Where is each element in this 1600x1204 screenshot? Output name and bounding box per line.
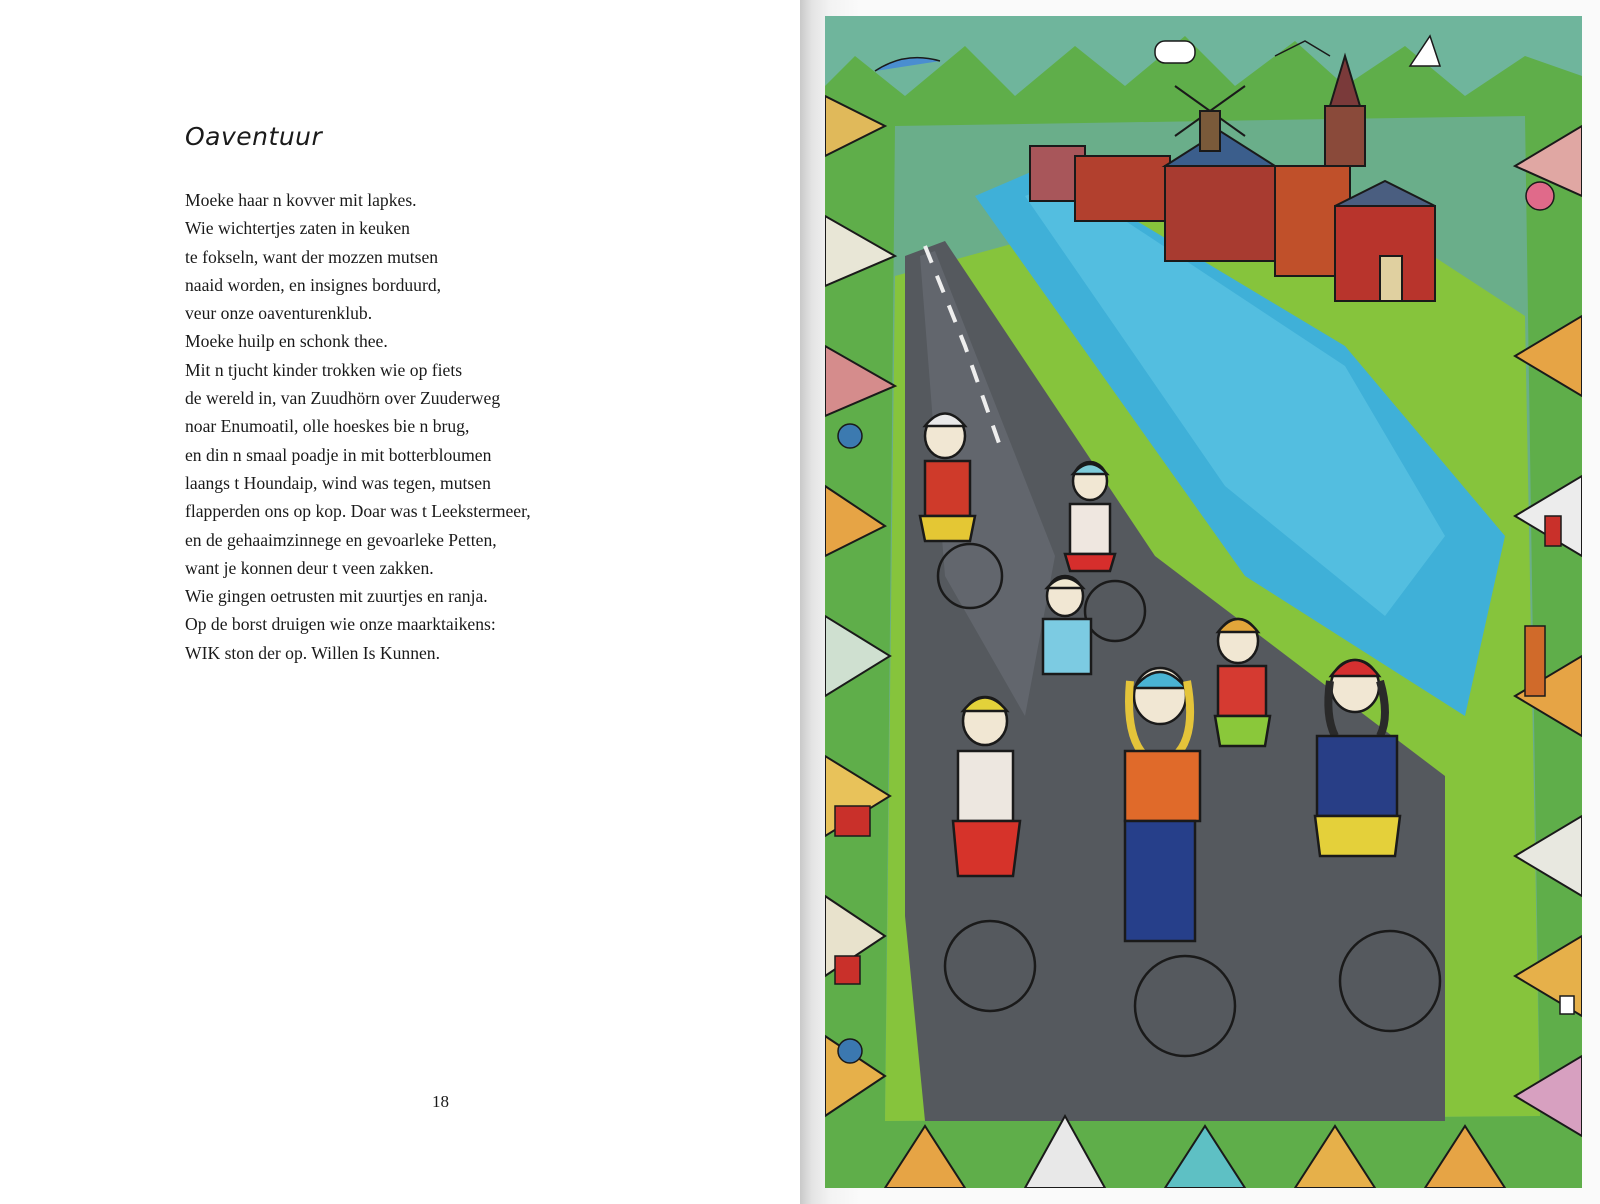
poem-line: WIK ston der op. Willen Is Kunnen.: [185, 642, 441, 663]
page-number: 18: [432, 1092, 449, 1111]
poem-line: veur onze oaventurenklub.: [185, 303, 373, 324]
poem-line: de wereld in, van Zuudhörn over Zuuderweg: [185, 388, 501, 409]
poem-line: Wie gingen oetrusten mit zuurtjes en ranja.: [185, 586, 488, 607]
poem-line: Wie wichtertjes zaten in keuken: [185, 218, 410, 239]
poem-line: Moeke haar n kovver mit lapkes.: [185, 190, 417, 210]
poem-line: Moeke huilp en schonk thee.: [185, 331, 388, 352]
poem-line: laangs t Houndaip, wind was tegen, mutsen: [185, 472, 491, 493]
painting-illustration: [825, 16, 1582, 1188]
poem-body: [185, 186, 531, 667]
poem-line: en de gehaaimzinnege en gevoarleke Petten,: [185, 529, 497, 550]
poem-line: flapperden ons op kop. Doar was t Leekstermeer,: [185, 501, 531, 522]
poem-line: naaid worden, en insignes borduurd,: [185, 274, 442, 295]
poem-line: Mit n tjucht kinder trokken wie op fiets: [185, 359, 463, 380]
poem-line: noar Enumoatil, olle hoeskes bie n brug,: [185, 416, 470, 437]
poem-title: Oaventuur: [185, 122, 323, 151]
poem-line: en din n smaal poadje in mit botterbloumen: [185, 444, 492, 465]
poem-line: te fokseln, want der mozzen mutsen: [185, 246, 439, 267]
poem-line: want je konnen deur t veen zakken.: [185, 557, 434, 578]
poem-line: Op de borst druigen wie onze maarktaikens:: [185, 614, 496, 635]
